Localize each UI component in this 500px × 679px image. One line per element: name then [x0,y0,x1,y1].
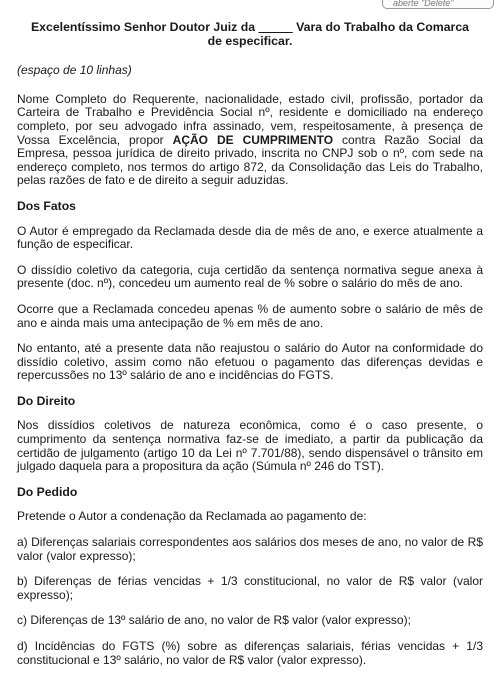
pedido-paragraph: Pretende o Autor a condenação da Reclamada ao pagamento de: [17,509,367,524]
direito-paragraph: Nos dissídios coletivos de natureza econômica, como é o caso presente, o cumprimento da sentença normativa faz-se de imediato, a partir da publicação da certidão de julgamento (artigo 10 da Lei nº 7.701/88), sendo dispensável o trânsito em julgado daquela para a propositura da ação (Súmula nº 246 do TST). [17,418,483,474]
spacing-note: (espaço de 10 linhas) [17,63,132,78]
delete-hint-label: aberte "Delete" [393,0,454,8]
header-line-1 [17,21,483,35]
action-name: AÇÃO DE CUMPRIMENTO [172,132,334,147]
header-prefix: Excelentíssimo Senhor Doutor Juiz da [30,20,259,34]
intro-paragraph [17,93,483,188]
pedido-item: b) Diferenças de férias vencidas + 1/3 constitucional, no valor de R$ valor (valor expresso); [17,574,483,602]
section-title-fatos: Dos Fatos [17,198,76,213]
delete-hint-tab[interactable] [382,0,494,9]
fatos-paragraph: No entanto, até a presente data não reajustou o salário do Autor na conformidade do dissídio coletivo, assim como não efetuou o pagamento das diferenças devidas e repercussões no 13º salário de ano e incidências do FGTS. [17,341,483,383]
document-body [17,21,483,679]
section-title-pedido: Do Pedido [17,484,78,499]
fatos-paragraph: O Autor é empregado da Reclamada desde dia de mês de ano, e exerce atualmente a função de especificar. [17,223,483,252]
header-blank: _____ [258,20,293,34]
intro-part-2: contra Razão Social da Empresa, pessoa jurídica de direito privado, inscrita no CNPJ sob o nº, com sede na endereço completo, nos termos do artigo 872, da Consolidação das Leis do Trabalho, pelas razões de fato e de direito a seguir aduzidas. [17,132,483,188]
document-header [17,21,483,48]
section-title-direito: Do Direito [17,393,76,408]
pedido-item: d) Incidências do FGTS (%) sobre as diferenças salariais, férias vencidas + 1/3 constitucional e 13º salário, no valor de R$ valor (valor expresso). [17,639,483,667]
intro-part-1: Nome Completo do Requerente, nacionalidade, estado civil, profissão, portador da Carteira de Trabalho e Previdência Social nº, residente e domiciliado na endereço completo, por seu advogado infra assinado, vem, respeitosamente, à presença de Vossa Excelência, propor [17,91,483,147]
header-suffix: Vara do Trabalho da Comarca [292,20,470,34]
fatos-paragraph: O dissídio coletivo da categoria, cuja certidão da sentença normativa segue anexa à presente (doc. nº), concedeu um aumento real de % sobre o salário do mês de ano. [17,262,483,291]
pedido-item: c) Diferenças de 13º salário de ano, no valor de R$ valor (valor expresso); [17,613,411,628]
fatos-paragraph: Ocorre que a Reclamada concedeu apenas % de aumento sobre o salário de mês de ano e ainda mais uma antecipação de % em mês de ano. [17,301,483,330]
pedido-item: a) Diferenças salariais correspondentes aos salários dos meses de ano, no valor de R$ valor (valor expresso); [17,535,483,563]
header-line-2: de especificar. [207,33,293,48]
